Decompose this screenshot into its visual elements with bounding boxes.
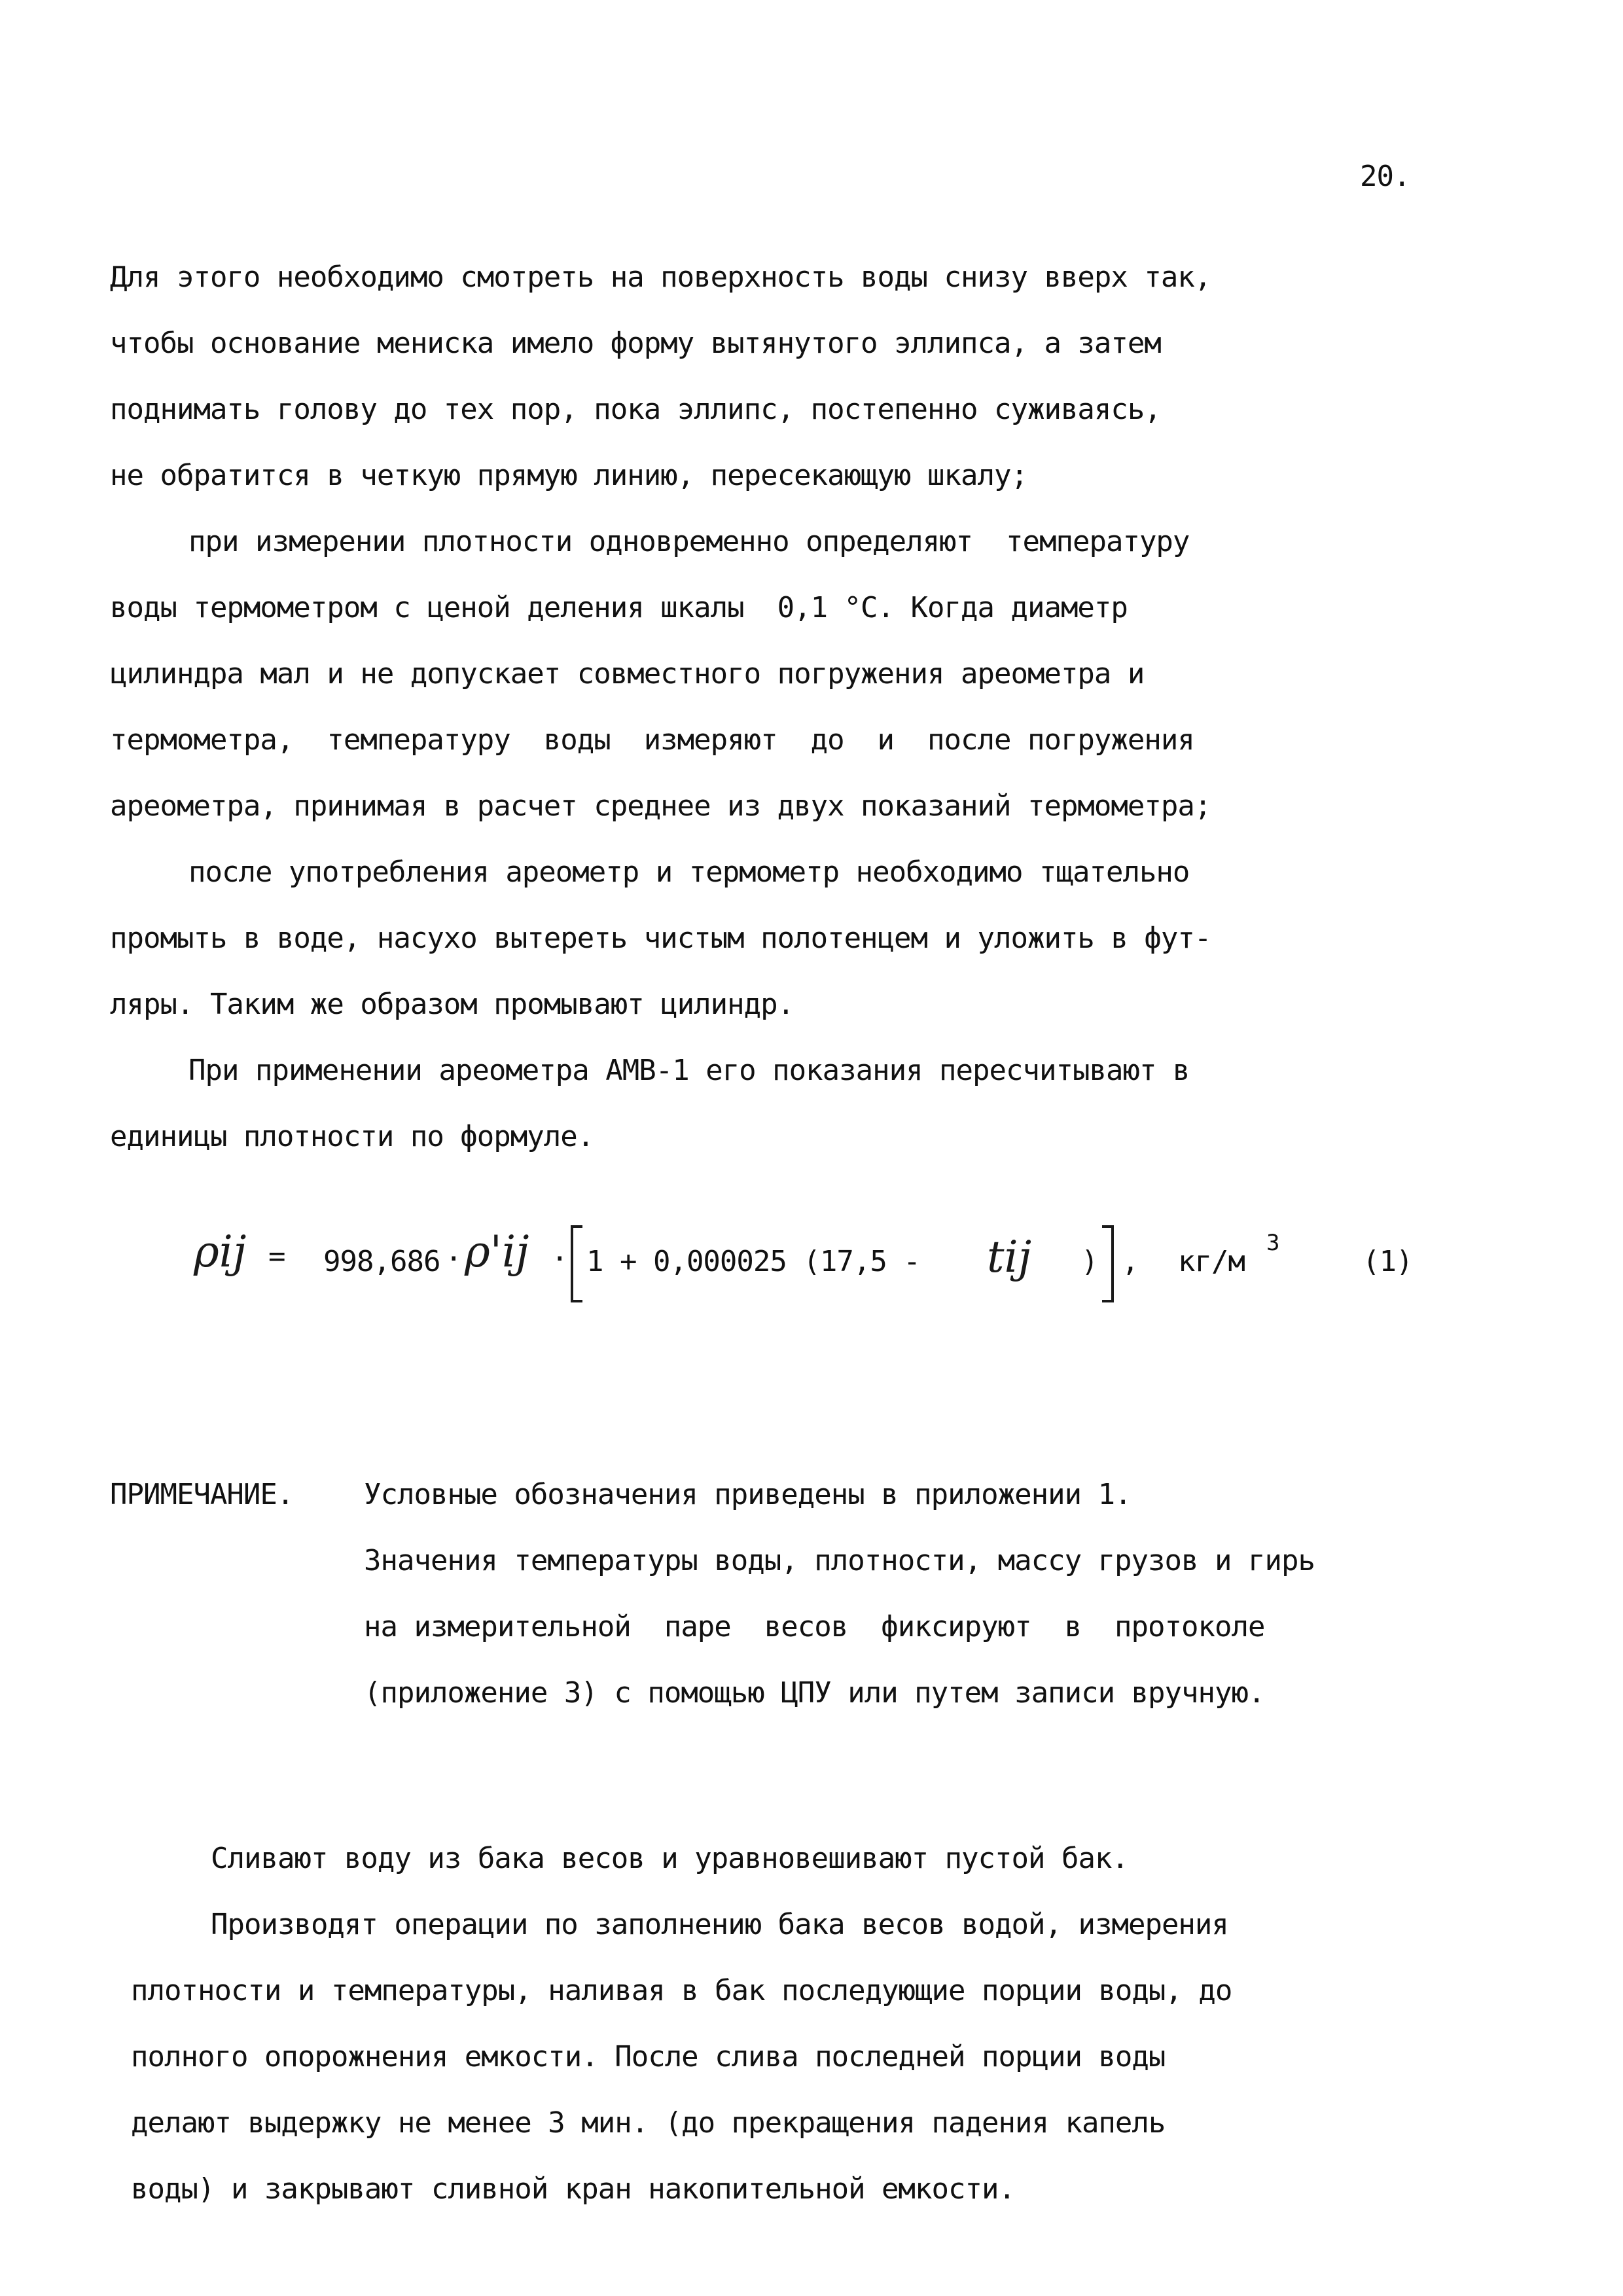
formula-t-variable: tij (987, 1232, 1032, 1282)
text-line: цилиндра мал и не допускает совместного погружения ареометра и (110, 657, 1145, 691)
text-line: воды термометром с ценой деления шкалы 0,1 °С. Когда диаметр (110, 591, 1128, 624)
text-line: единицы плотности по формуле. (110, 1120, 594, 1153)
formula-dot: · (445, 1242, 462, 1276)
formula-left-bracket (571, 1225, 582, 1302)
formula-inner: 1 + 0,000025 (17,5 - (586, 1245, 920, 1278)
formula-units-exponent: 3 (1266, 1230, 1279, 1256)
text-line: термометра, температуру воды измеряют до и после погружения (110, 723, 1194, 757)
text-line: при измерении плотности одновременно определяют температуру (188, 525, 1190, 558)
formula-right-bracket (1102, 1225, 1114, 1302)
text-line: не обратится в четкую прямую линию, пересекающую шкалу; (110, 459, 1027, 492)
text-line: Сливают воду из бака весов и уравновешивают пустой бак. (211, 1842, 1128, 1875)
text-line: делают выдержку не менее 3 мин. (до прекращения падения капель (131, 2106, 1166, 2140)
formula-lhs: ρij (194, 1227, 247, 1277)
text-line: ареометра, принимая в расчет среднее из двух показаний термометра; (110, 789, 1211, 823)
note-label: ПРИМЕЧАНИЕ. (110, 1478, 294, 1511)
note-line: (приложение 3) с помощью ЦПУ или путем записи вручную. (364, 1676, 1265, 1710)
formula-coefficient: 998,686 (323, 1245, 440, 1278)
text-line: При применении ареометра АМВ-1 его показания пересчитывают в (188, 1054, 1190, 1087)
formula-dot: · (551, 1242, 568, 1276)
formula-comma: , (1122, 1245, 1139, 1278)
formula-units: кг/м (1178, 1245, 1245, 1278)
note-line: Значения температуры воды, плотности, массу грузов и гирь (364, 1544, 1315, 1577)
text-line: после употребления ареометр и термометр необходимо тщательно (188, 855, 1190, 889)
text-line: поднимать голову до тех пор, пока эллипс, постепенно суживаясь, (110, 393, 1161, 426)
formula-rho-prime: ρ'ij (465, 1227, 529, 1277)
formula-equals: = (268, 1240, 285, 1273)
text-line: промыть в воде, насухо вытереть чистым полотенцем и уложить в фут- (110, 922, 1211, 955)
note-line: Условные обозначения приведены в приложении 1. (364, 1478, 1132, 1511)
text-line: Для этого необходимо смотреть на поверхность воды снизу вверх так, (110, 260, 1211, 294)
page-number: 20. (1360, 160, 1410, 193)
formula-close-paren: ) (1081, 1245, 1098, 1278)
text-line: воды) и закрывают сливной кран накопительной емкости. (131, 2172, 1015, 2206)
text-line: чтобы основание мениска имело форму вытянутого эллипса, а затем (110, 327, 1161, 360)
formula-number: (1) (1363, 1245, 1413, 1278)
note-line: на измерительной паре весов фиксируют в протоколе (364, 1610, 1265, 1643)
text-line: ляры. Таким же образом промывают цилиндр. (110, 988, 794, 1021)
text-line: полного опорожнения емкости. После слива последней порции воды (131, 2040, 1166, 2073)
text-line: плотности и температуры, наливая в бак последующие порции воды, до (131, 1974, 1232, 2007)
text-line: Производят операции по заполнению бака весов водой, измерения (211, 1908, 1228, 1941)
